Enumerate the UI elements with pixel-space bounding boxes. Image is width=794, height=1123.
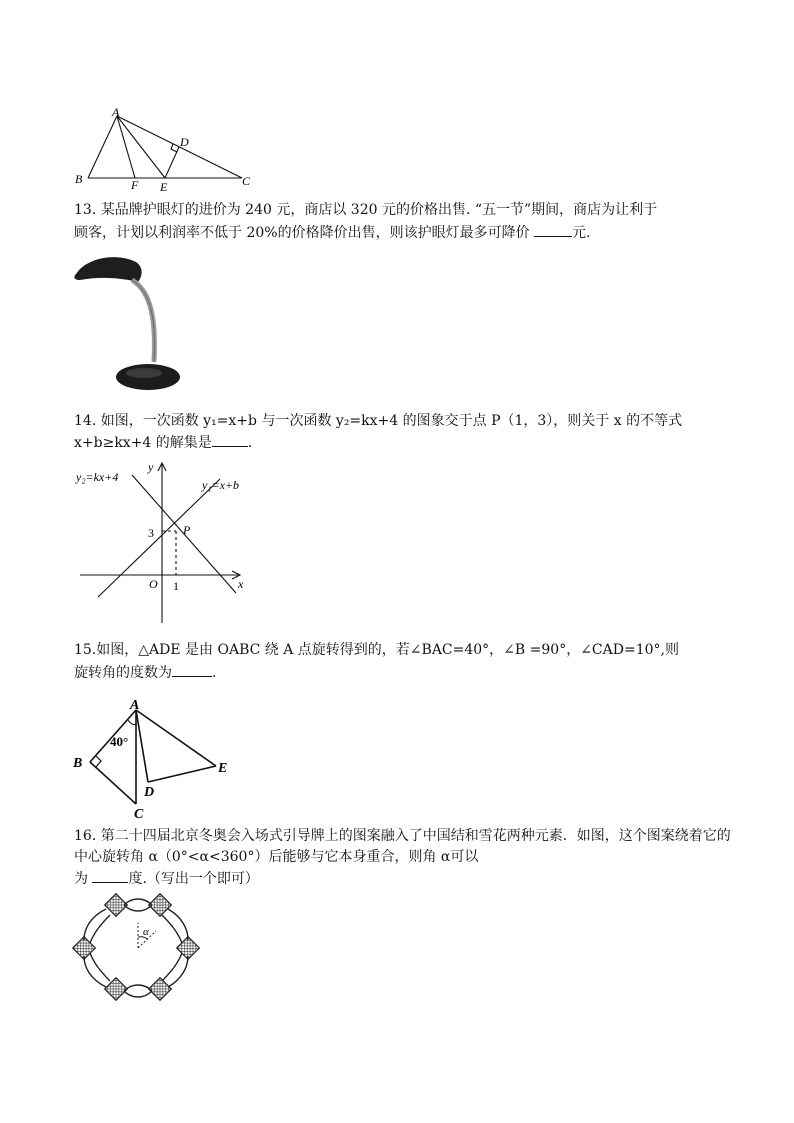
question-13-unit: 元. bbox=[572, 225, 591, 241]
label-a: A bbox=[130, 698, 140, 713]
question-16-line3-suffix: 度.（写出一个即可） bbox=[128, 871, 259, 887]
question-13-line2-text: 顾客，计划以利润率不低于 20%的价格降价出售，则该护眼灯最多可降价 bbox=[74, 225, 535, 241]
rotation-figure-q15 bbox=[70, 692, 240, 822]
label-f: F bbox=[131, 178, 139, 192]
question-16-line3-text: 为 bbox=[74, 871, 93, 887]
answer-blank-14[interactable] bbox=[212, 432, 248, 447]
triangle-figure-q12 bbox=[72, 106, 262, 192]
segment-ae bbox=[117, 116, 165, 178]
function-graph-q14 bbox=[72, 455, 262, 625]
knot-connecting-loops bbox=[84, 899, 188, 997]
label-y1-equation: y₁=x+b bbox=[202, 478, 240, 492]
question-14-line1: 14. 如图，一次函数 y₁=x+b 与一次函数 y₂=kx+4 的图象交于点 P（1，3），则关于 x 的不等式 bbox=[74, 413, 683, 429]
knot-bottom-right bbox=[149, 978, 172, 1001]
label-b: B bbox=[75, 172, 83, 186]
label-point-p: P bbox=[183, 523, 191, 537]
desk-lamp-image bbox=[72, 252, 184, 394]
segment-af bbox=[117, 116, 135, 178]
angle-arc-bac bbox=[128, 720, 136, 725]
angle-label-40: 40° bbox=[110, 734, 129, 749]
question-13-line2 bbox=[74, 222, 590, 244]
question-13-line1: 13. 某品牌护眼灯的进价为 240 元，商店以 320 元的价格出售. “五一节”期间，商店为让利于 bbox=[74, 202, 658, 218]
label-c: C bbox=[134, 807, 144, 822]
label-c: C bbox=[242, 174, 251, 188]
answer-blank-13[interactable] bbox=[534, 222, 572, 237]
knot-bottom-left bbox=[105, 978, 128, 1001]
label-a: A bbox=[112, 106, 120, 119]
label-origin: O bbox=[149, 577, 158, 591]
label-e: E bbox=[218, 761, 228, 776]
question-14-line2-text: x+b≥kx+4 的解集是 bbox=[74, 435, 212, 451]
label-d: D bbox=[144, 785, 155, 800]
chinese-knot-snowflake-pattern bbox=[72, 893, 202, 1003]
label-d: D bbox=[180, 135, 189, 149]
question-16-line3 bbox=[74, 868, 259, 890]
question-15-period: . bbox=[212, 665, 217, 681]
label-alpha: α bbox=[143, 926, 149, 938]
question-16-line1: 16. 第二十四届北京冬奥会入场式引导牌上的图案融入了中国结和雪花两种元素．如图，这个图案绕着它的 bbox=[74, 828, 731, 844]
label-e: E bbox=[160, 180, 168, 192]
segment-ad bbox=[136, 710, 148, 782]
segment-ab bbox=[88, 116, 117, 178]
knot-top-left bbox=[105, 894, 128, 917]
tick-label-y: 3 bbox=[148, 526, 154, 540]
label-x-axis: x bbox=[238, 577, 244, 591]
question-14-line2 bbox=[74, 432, 252, 454]
segment-bc bbox=[90, 762, 136, 804]
segment-de bbox=[148, 766, 216, 782]
segment-ae bbox=[136, 710, 216, 766]
label-b: B bbox=[73, 756, 83, 771]
question-15-line1: 15.如图，△ADE 是由 OABC 绕 A 点旋转得到的，若∠BAC=40°，∠B =90°，∠CAD=10°,则 bbox=[74, 642, 679, 658]
question-15-line2 bbox=[74, 662, 216, 684]
question-14-period: . bbox=[247, 435, 253, 451]
question-16-line2: 中心旋转角 α（0°<α<360°）后能够与它本身重合，则角 α可以 bbox=[74, 849, 479, 865]
answer-blank-15[interactable] bbox=[172, 662, 212, 677]
question-15-line2-text: 旋转角的度数为 bbox=[74, 665, 172, 681]
right-angle-mark-b bbox=[96, 756, 101, 767]
knot-top-right bbox=[149, 894, 172, 917]
answer-blank-16[interactable] bbox=[92, 868, 128, 883]
label-y2-equation: y₂=kx+4 bbox=[76, 470, 119, 484]
label-y-axis: y bbox=[148, 460, 154, 474]
line-y1 bbox=[98, 479, 220, 597]
tick-label-x: 1 bbox=[173, 579, 179, 593]
